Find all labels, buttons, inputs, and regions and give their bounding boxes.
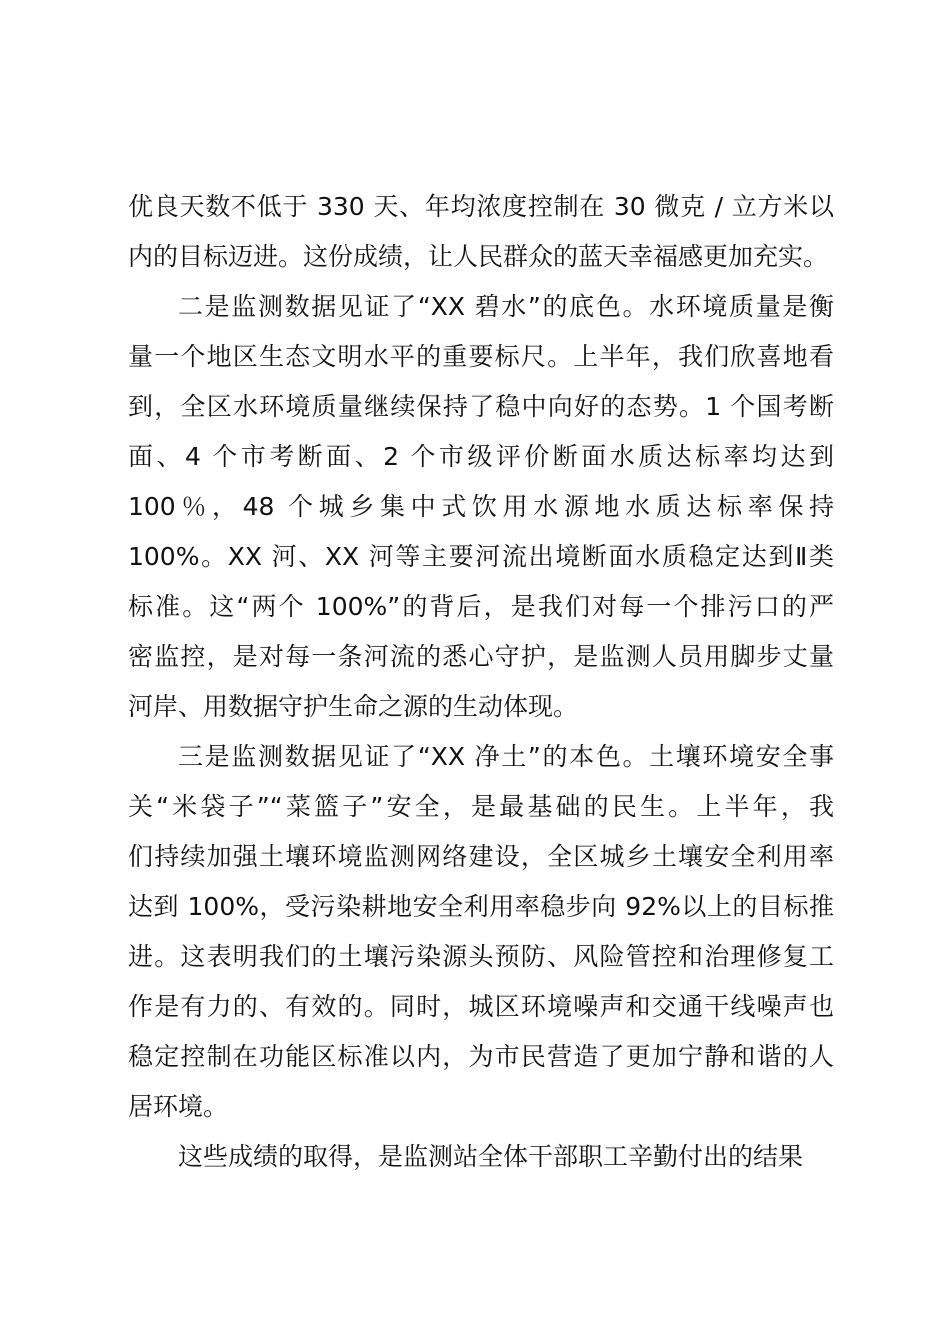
- text-line: 面、4 个市考断面、2 个市级评价断面水质达标率均达到: [128, 442, 834, 471]
- text-line: 三是监测数据见证了“XX 净土”的本色。土壤环境安全事: [178, 742, 834, 771]
- text-line: 优良天数不低于 330 天、年均浓度控制在 30 微克 / 立方米以: [128, 192, 834, 221]
- text-line: 这些成绩的取得，是监测站全体干部职工辛勤付出的结果: [178, 1142, 804, 1171]
- paragraph-air-quality-continuation: [128, 182, 834, 282]
- document-body: [128, 182, 834, 1182]
- text-line: 达到 100%，受污染耕地安全利用率稳步向 92%以上的目标推: [128, 892, 834, 921]
- paragraph-achievements: [128, 1132, 834, 1182]
- text-line: 100％，48 个城乡集中式饮用水源地水质达标率保持: [128, 492, 834, 521]
- text-line: 密监控，是对每一条河流的悉心守护，是监测人员用脚步丈量: [128, 642, 834, 671]
- text-line: 作是有力的、有效的。同时，城区环境噪声和交通干线噪声也: [128, 992, 834, 1021]
- paragraph-soil-quality: [128, 732, 834, 1132]
- text-line: 到，全区水环境质量继续保持了稳中向好的态势。1 个国考断: [128, 392, 834, 421]
- text-line: 内的目标迈进。这份成绩，让人民群众的蓝天幸福感更加充实。: [128, 242, 829, 271]
- paragraph-water-quality: [128, 282, 834, 732]
- text-line: 二是监测数据见证了“XX 碧水”的底色。水环境质量是衡: [178, 292, 834, 321]
- text-line: 稳定控制在功能区标准以内，为市民营造了更加宁静和谐的人: [128, 1042, 834, 1071]
- text-line: 居环境。: [128, 1092, 229, 1121]
- text-line: 关“米袋子”“菜篮子”安全，是最基础的民生。上半年，我: [128, 792, 834, 821]
- text-line: 100%。XX 河、XX 河等主要河流出境断面水质稳定达到Ⅱ类: [128, 542, 834, 571]
- text-line: 标准。这“两个 100%”的背后，是我们对每一个排污口的严: [128, 592, 834, 621]
- text-line: 进。这表明我们的土壤污染源头预防、风险管控和治理修复工: [128, 942, 834, 971]
- text-line: 量一个地区生态文明水平的重要标尺。上半年，我们欣喜地看: [128, 342, 834, 371]
- text-line: 河岸、用数据守护生命之源的生动体现。: [128, 692, 579, 721]
- text-line: 们持续加强土壤环境监测网络建设，全区城乡土壤安全利用率: [128, 842, 834, 871]
